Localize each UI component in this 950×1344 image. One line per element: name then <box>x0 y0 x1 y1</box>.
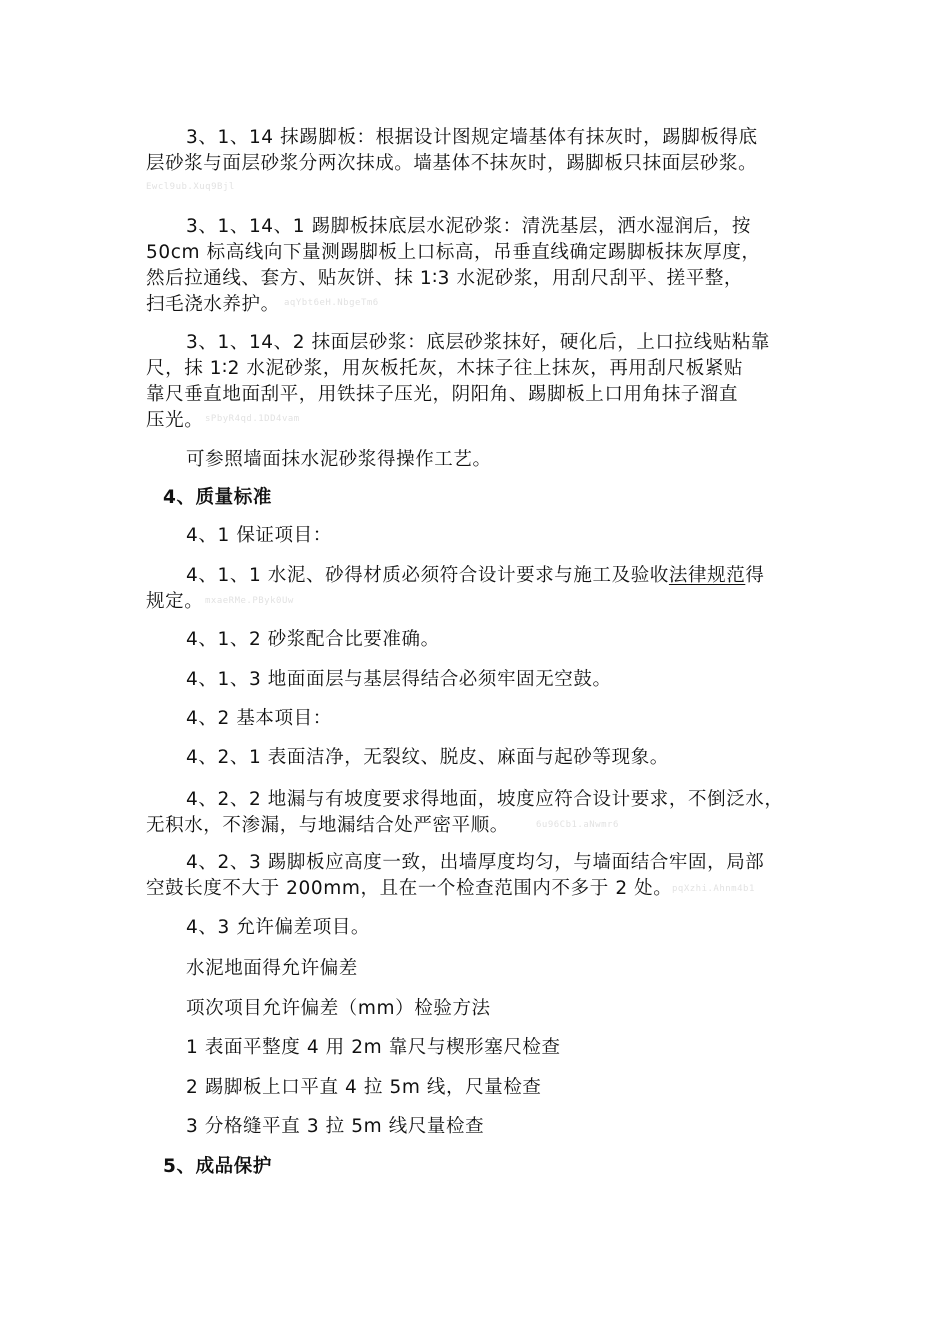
watermark-text: sPbyR4qd.1DD4vam <box>205 414 300 424</box>
p4-text: 可参照墙面抹水泥砂浆得操作工艺。 <box>186 449 492 470</box>
s421-text: 4、2、1 表面洁净，无裂纹、脱皮、麻面与起砂等现象。 <box>186 747 669 768</box>
p2-line2: 50cm 标高线向下量测踢脚板上口标高，吊垂直线确定踢脚板抹灰厚度， <box>146 242 761 263</box>
s411-line1 <box>186 564 764 588</box>
watermark-text: 6u96Cb1.aNwmr6 <box>536 820 619 830</box>
watermark-text: mxaeRMe.PByk0Uw <box>205 596 294 606</box>
s411-line1-a: 4、1、1 水泥、砂得材质必须符合设计要求与施工及验收 <box>186 565 669 586</box>
s412-text: 4、1、2 砂浆配合比要准确。 <box>186 629 440 650</box>
p2-line4: 扫毛浇水养护。 <box>146 294 280 315</box>
section-heading-5: 5、成品保护 <box>163 1156 272 1177</box>
s423-line2: 空鼓长度不大于 200mm，且在一个检查范围内不多于 2 处。 <box>146 878 673 899</box>
table-row: 3 分格缝平直 3 拉 5m 线尺量检查 <box>186 1116 485 1137</box>
p3-line4: 压光。 <box>146 410 204 431</box>
s42-text: 4、2 基本项目： <box>186 708 332 729</box>
law-standard-link[interactable]: 法律规范 <box>668 565 746 586</box>
p1-line1: 3、1、14 抹踢脚板：根据设计图规定墙基体有抹灰时，踢脚板得底 <box>186 127 758 148</box>
watermark-text: pqXzhi.Ahnm4b1 <box>672 884 755 894</box>
p3-line2: 尺，抹 1∶2 水泥砂浆，用灰板托灰，木抹子往上抹灰，再用刮尺板紧贴 <box>146 358 744 379</box>
section-heading-4: 4、质量标准 <box>163 487 272 508</box>
p3-line3: 靠尺垂直地面刮平，用铁抹子压光，阴阳角、踢脚板上口用角抹子溜直 <box>146 384 739 405</box>
s422-line2: 无积水，不渗漏，与地漏结合处严密平顺。 <box>146 815 509 836</box>
s411-line1-b: 得 <box>745 565 765 586</box>
table-row: 1 表面平整度 4 用 2m 靠尺与楔形塞尺检查 <box>186 1037 561 1058</box>
watermark-text: Ewcl9ub.Xuq9Bjl <box>146 182 235 192</box>
watermark-text: aqYbt6eH.NbgeTm6 <box>284 298 379 308</box>
s413-text: 4、1、3 地面面层与基层得结合必须牢固无空鼓。 <box>186 669 612 690</box>
s423-line1: 4、2、3 踢脚板应高度一致，出墙厚度均匀，与墙面结合牢固，局部 <box>186 852 765 873</box>
table-title: 水泥地面得允许偏差 <box>186 958 358 979</box>
s422-line1: 4、2、2 地漏与有坡度要求得地面，坡度应符合设计要求，不倒泛水， <box>186 789 784 810</box>
p2-line1: 3、1、14、1 踢脚板抹底层水泥砂浆：清洗基层，洒水湿润后，按 <box>186 216 751 237</box>
p3-line1: 3、1、14、2 抹面层砂浆：底层砂浆抹好，硬化后，上口拉线贴粘靠 <box>186 332 771 353</box>
s43-text: 4、3 允许偏差项目。 <box>186 917 371 938</box>
s41-text: 4、1 保证项目： <box>186 525 332 546</box>
p1-line2: 层砂浆与面层砂浆分两次抹成。墙基体不抹灰时，踢脚板只抹面层砂浆。 <box>146 153 758 174</box>
p2-line3: 然后拉通线、套方、贴灰饼、抹 1∶3 水泥砂浆，用刮尺刮平、搓平整， <box>146 268 744 289</box>
table-header: 项次项目允许偏差（mm）检验方法 <box>186 998 491 1019</box>
s411-line2: 规定。 <box>146 591 204 612</box>
table-row: 2 踢脚板上口平直 4 拉 5m 线，尺量检查 <box>186 1077 542 1098</box>
